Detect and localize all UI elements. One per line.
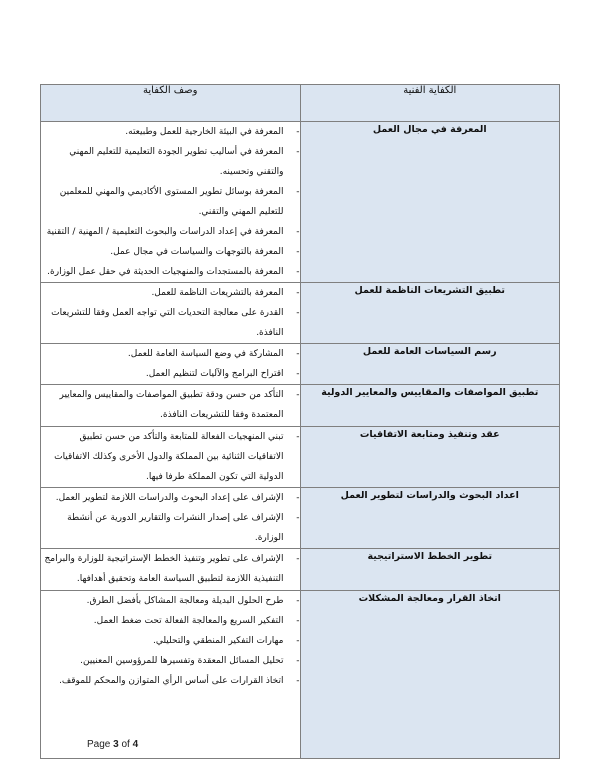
competency-name: تطبيق المواصفات والمقاييس والمعايير الدولية xyxy=(300,385,560,427)
description-list xyxy=(41,427,300,487)
table-row xyxy=(41,283,560,344)
description-list xyxy=(41,283,300,343)
list-item: - المعرفة بالتشريعات الناظمة للعمل. xyxy=(41,283,300,303)
competency-name: اعداد البحوث والدراسات لتطوير العمل xyxy=(300,488,560,549)
page-total: 4 xyxy=(132,739,139,750)
table-row xyxy=(41,488,560,549)
table-row xyxy=(41,591,560,759)
list-item: - المشاركة في وضع السياسة العامة للعمل. xyxy=(41,344,300,364)
list-item: - تحليل المسائل المعقدة وتفسيرها للمرؤوسين المعنيين. xyxy=(41,651,300,671)
list-item: - مهارات التفكير المنطقي والتحليلي. xyxy=(41,631,300,651)
list-item: - المعرفة بالمستجدات والمنهجيات الحديثة في حقل عمل الوزارة. xyxy=(41,262,300,282)
competency-name: المعرفة في مجال العمل xyxy=(300,122,560,283)
competency-description xyxy=(41,549,301,591)
competency-name: عقد وتنفيذ ومتابعة الاتفاقيات xyxy=(300,427,560,488)
list-item: - الإشراف على تطوير وتنفيذ الخطط الإستراتيجية للوزارة والبرامج التنفيذية اللازمة لتطبيق السياسة العامة وتحقيق أهدافها. xyxy=(41,549,300,589)
table-body xyxy=(41,122,560,759)
list-item: - اتخاذ القرارات على أساس الرأي المتوازن والمحكم للموقف. xyxy=(41,671,300,691)
list-item: - تبني المنهجيات الفعالة للمتابعة والتأكد من حسن تطبيق الاتفاقيات الثنائية بين المملكة والدول الأخرى وكذلك الاتفاقيات الدولية التي تكون المملكة طرفا فيها. xyxy=(41,427,300,487)
competency-description xyxy=(41,122,301,283)
competency-description xyxy=(41,591,301,759)
table-header-row xyxy=(41,85,560,122)
competency-description xyxy=(41,488,301,549)
competency-sheet xyxy=(40,84,560,759)
competency-description xyxy=(41,344,301,385)
table-row xyxy=(41,344,560,385)
competency-description xyxy=(41,427,301,488)
competency-name: رسم السياسات العامة للعمل xyxy=(300,344,560,385)
description-list xyxy=(41,591,300,691)
list-item: - المعرفة في إعداد الدراسات والبحوث التعليمية / المهنية / التقنية xyxy=(41,222,300,242)
list-item: - المعرفة في البيئة الخارجية للعمل وطبيعته. xyxy=(41,122,300,142)
list-item: - المعرفة في أساليب تطوير الجودة التعليمية للتعليم المهني والتقني وتحسينه. xyxy=(41,142,300,182)
page-of-word: of xyxy=(121,739,130,750)
list-item: - المعرفة بوسائل تطوير المستوى الأكاديمي والمهني للمعلمين للتعليم المهني والتقني. xyxy=(41,182,300,222)
list-item: - القدرة على معالجة التحديات التي تواجه العمل وفقا للتشريعات النافذة. xyxy=(41,303,300,343)
description-list xyxy=(41,549,300,589)
description-list xyxy=(41,488,300,548)
competency-name: تطوير الخطط الاستراتيجية xyxy=(300,549,560,591)
list-item: - الإشراف على إصدار النشرات والتقارير الدورية عن أنشطة الوزارة. xyxy=(41,508,300,548)
list-item: - التفكير السريع والمعالجة الفعالة تحت ضغط العمل. xyxy=(41,611,300,631)
description-list xyxy=(41,122,300,282)
competency-name: تطبيق التشريعات الناظمة للعمل xyxy=(300,283,560,344)
page-current: 3 xyxy=(113,739,119,750)
page-footer xyxy=(87,739,138,750)
table-row xyxy=(41,549,560,591)
table-row xyxy=(41,385,560,427)
header-description: وصف الكفاية xyxy=(41,85,301,122)
list-item: - اقتراح البرامج والآليات لتنظيم العمل. xyxy=(41,364,300,384)
list-item: - الإشراف على إعداد البحوث والدراسات اللازمة لتطوير العمل. xyxy=(41,488,300,508)
table-row xyxy=(41,122,560,283)
competency-description xyxy=(41,283,301,344)
table-row xyxy=(41,427,560,488)
list-item: - طرح الحلول البديلة ومعالجة المشاكل بأفضل الطرق. xyxy=(41,591,300,611)
description-list xyxy=(41,344,300,384)
competency-table xyxy=(40,84,560,759)
list-item: - التأكد من حسن ودقة تطبيق المواصفات والمقاييس والمعايير المعتمدة وفقا للتشريعات النافذة. xyxy=(41,385,300,425)
header-competency: الكفاية الفنية xyxy=(300,85,560,122)
page-word: Page xyxy=(87,739,111,750)
list-item: - المعرفة بالتوجهات والسياسات في مجال عمل. xyxy=(41,242,300,262)
competency-name: اتخاذ القرار ومعالجة المشكلات xyxy=(300,591,560,759)
description-list xyxy=(41,385,300,425)
competency-description xyxy=(41,385,301,427)
